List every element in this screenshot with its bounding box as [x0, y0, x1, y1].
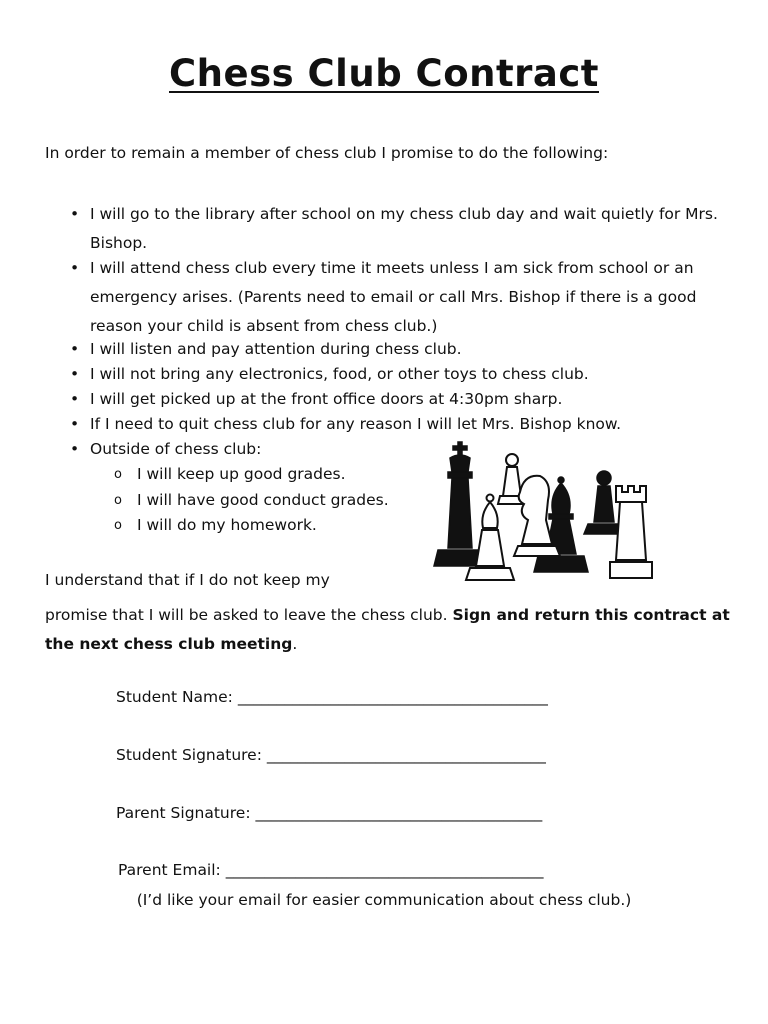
- bullet-icon: •: [70, 415, 80, 433]
- list-item: [70, 254, 730, 341]
- bullet-icon: •: [70, 440, 80, 458]
- list-item-text: If I need to quit chess club for any reason I will let Mrs. Bishop know.: [90, 415, 622, 433]
- student-name-field[interactable]: Student Name: ________________________________________: [116, 688, 548, 706]
- list-item: [70, 362, 730, 387]
- circle-bullet-icon: o: [114, 492, 122, 508]
- list-item: [70, 337, 730, 362]
- understand-text-line1: I understand that if I do not keep my: [45, 571, 330, 589]
- sign-return-instruction: Sign and return this contract at the next chess club meeting: [45, 606, 730, 653]
- sentence-period: .: [292, 635, 298, 653]
- parent-signature-field[interactable]: Parent Signature: _____________________________________: [116, 804, 543, 822]
- understand-text-line2: [45, 601, 735, 659]
- bullet-icon: •: [70, 205, 80, 223]
- sub-list-item-text: I will have good conduct grades.: [137, 490, 389, 509]
- student-signature-field[interactable]: Student Signature: ____________________________________: [116, 746, 546, 764]
- list-item-text: I will get picked up at the front office doors at 4:30pm sharp.: [90, 390, 563, 408]
- list-item-text: I will go to the library after school on my chess club day and wait quietly for Mrs. Bishop.: [90, 205, 718, 252]
- sub-list-item-text: I will do my homework.: [137, 516, 317, 534]
- bullet-icon: •: [70, 390, 80, 408]
- intro-text: In order to remain a member of chess club I promise to do the following:: [45, 144, 609, 162]
- circle-bullet-icon: o: [114, 518, 122, 533]
- list-item: [70, 387, 730, 412]
- list-item-text: I will attend chess club every time it meets unless I am sick from school or an emergency arises. (Parents need to email or call Mrs. Bishop if there is a good reason your child is absent from chess club.): [90, 259, 697, 335]
- list-item: [70, 200, 730, 258]
- parent-email-field[interactable]: Parent Email: _________________________________________: [118, 861, 544, 879]
- list-item-text: I will listen and pay attention during chess club.: [90, 340, 462, 358]
- understand-text: promise that I will be asked to leave the chess club.: [45, 606, 448, 624]
- list-item: [70, 412, 730, 437]
- page-title: Chess Club Contract: [169, 52, 599, 95]
- bullet-icon: •: [70, 259, 80, 277]
- email-note: (I’d like your email for easier communication about chess club.): [136, 891, 632, 909]
- list-item-text: Outside of chess club:: [90, 440, 262, 458]
- circle-bullet-icon: o: [114, 467, 122, 482]
- list-item-text: I will not bring any electronics, food, or other toys to chess club.: [90, 365, 589, 383]
- bullet-icon: •: [70, 340, 80, 358]
- bullet-icon: •: [70, 365, 80, 383]
- sub-list-item-text: I will keep up good grades.: [137, 465, 346, 483]
- chess-pieces-icon: [428, 438, 653, 583]
